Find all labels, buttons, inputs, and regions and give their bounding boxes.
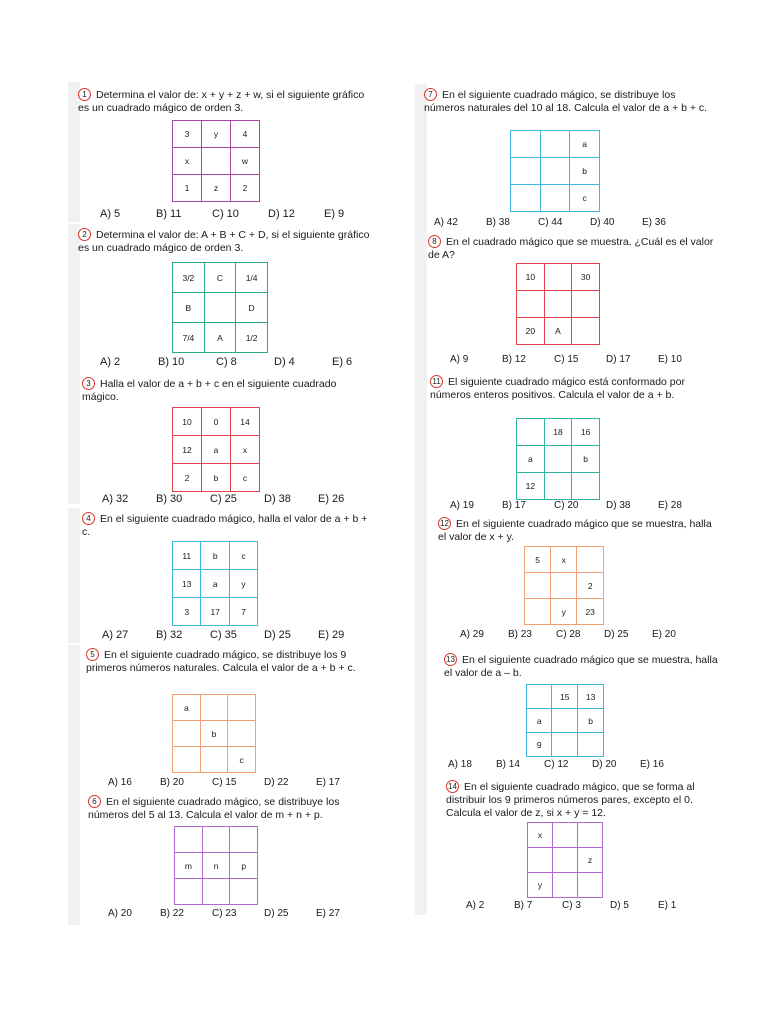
grid-cell: n — [202, 853, 230, 879]
answer-option: B) 20 — [160, 777, 184, 788]
problem-text: En el siguiente cuadrado mágico que se muestra, halla el valor de a – b. — [444, 654, 718, 679]
answer-option: D) 17 — [606, 354, 631, 365]
grid-cell — [200, 747, 228, 773]
problem-statement — [86, 648, 376, 675]
grid-cell — [228, 695, 256, 721]
answer-option: D) 12 — [268, 208, 295, 220]
problem-text: En el siguiente cuadrado mágico, se distribuye los números naturales del 10 al 18. Calcula el valor de a + b + c. — [424, 89, 708, 114]
answer-option: D) 25 — [264, 908, 289, 919]
answer-option: C) 44 — [538, 217, 563, 228]
grid-cell: A — [204, 323, 235, 353]
answer-options — [450, 500, 710, 511]
grid-cell: b — [572, 446, 600, 473]
grid-cell: 3/2 — [173, 263, 205, 293]
grid-cell — [540, 158, 570, 185]
answer-option: B) 17 — [502, 500, 526, 511]
grid-cell — [577, 823, 602, 848]
answer-option: B) 30 — [156, 493, 183, 505]
grid-cell: x — [551, 547, 577, 573]
problem-text: En el siguiente cuadrado mágico, que se forma al distribuir los 9 primeros números pares, excepto el 0. Calcula el valor de z, si x + y = 12. — [446, 781, 695, 819]
grid-cell: C — [204, 263, 235, 293]
problem-number-badge: 7 — [424, 88, 437, 101]
answer-options — [460, 629, 700, 640]
answer-option: E) 20 — [652, 629, 676, 640]
answer-option: D) 38 — [264, 493, 291, 505]
grid-cell: b — [578, 709, 604, 733]
grid-cell — [511, 131, 541, 158]
answer-option: E) 36 — [642, 217, 666, 228]
grid-cell: 10 — [173, 408, 202, 436]
answer-option: C) 12 — [544, 759, 569, 770]
grid-cell — [527, 685, 552, 709]
grid-cell: 14 — [230, 408, 259, 436]
grid-cell — [572, 318, 600, 345]
grid-cell: 12 — [517, 473, 545, 500]
grid-cell — [204, 293, 235, 323]
margin-shade — [68, 645, 80, 793]
answer-option: C) 23 — [212, 908, 237, 919]
answer-option: D) 25 — [604, 629, 629, 640]
answer-option: D) 4 — [274, 356, 295, 368]
answer-option: D) 5 — [610, 900, 629, 911]
grid-cell — [511, 158, 541, 185]
grid-cell: 2 — [230, 175, 259, 202]
grid-cell — [528, 848, 553, 873]
grid-cell — [553, 848, 578, 873]
answer-options — [100, 356, 390, 368]
answer-option: B) 22 — [160, 908, 184, 919]
answer-option: B) 11 — [156, 208, 182, 220]
grid-cell: 16 — [572, 419, 600, 446]
problem-number-badge: 14 — [446, 780, 459, 793]
grid-cell: p — [230, 853, 258, 879]
grid-cell: 17 — [201, 598, 229, 626]
problem-statement — [82, 377, 372, 404]
grid-cell — [230, 879, 258, 905]
answer-option: B) 12 — [502, 354, 526, 365]
answer-option: E) 28 — [658, 500, 682, 511]
grid-cell: 13 — [578, 685, 604, 709]
grid-cell — [517, 419, 545, 446]
grid-cell — [544, 264, 571, 291]
grid-cell: x — [528, 823, 553, 848]
problem-text: Determina el valor de: x + y + z + w, si el siguiente gráfico es un cuadrado mágico de orden 3. — [78, 89, 365, 114]
answer-option: C) 3 — [562, 900, 581, 911]
problem-number-badge: 5 — [86, 648, 99, 661]
answer-option: D) 25 — [264, 629, 291, 641]
margin-shade — [415, 230, 427, 368]
grid-cell: 0 — [202, 408, 231, 436]
magic-square-grid — [516, 263, 600, 345]
grid-cell — [525, 599, 551, 625]
answer-option: B) 38 — [486, 217, 510, 228]
grid-cell: y — [551, 599, 577, 625]
problem-statement — [446, 780, 726, 820]
answer-option: B) 10 — [158, 356, 185, 368]
grid-cell — [200, 695, 228, 721]
answer-option: C) 20 — [554, 500, 579, 511]
grid-cell: c — [229, 542, 257, 570]
answer-option: A) 9 — [450, 354, 469, 365]
grid-cell: 4 — [230, 121, 259, 148]
answer-options — [466, 900, 706, 911]
magic-square-grid — [172, 120, 260, 202]
margin-shade — [415, 648, 427, 778]
answer-option: B) 23 — [508, 629, 532, 640]
grid-cell: D — [236, 293, 268, 323]
margin-shade — [68, 790, 80, 925]
grid-cell: a — [201, 570, 229, 598]
grid-cell: b — [201, 542, 229, 570]
problem-number-badge: 2 — [78, 228, 91, 241]
grid-cell — [175, 827, 203, 853]
answer-option: D) 40 — [590, 217, 615, 228]
answer-option: B) 7 — [514, 900, 533, 911]
problem-text: En el siguiente cuadrado mágico, se distribuye los números del 5 al 13. Calcula el valor de m + n + p. — [88, 796, 340, 821]
answer-option: C) 15 — [554, 354, 579, 365]
grid-cell — [230, 827, 258, 853]
grid-cell — [525, 573, 551, 599]
problem-number-badge: 8 — [428, 235, 441, 248]
answer-option: A) 16 — [108, 777, 132, 788]
grid-cell — [173, 721, 201, 747]
answer-options — [108, 908, 368, 919]
grid-cell: a — [202, 436, 231, 464]
answer-option: A) 20 — [108, 908, 132, 919]
grid-cell — [572, 291, 600, 318]
answer-option: C) 35 — [210, 629, 237, 641]
margin-shade — [68, 374, 80, 504]
answer-option: C) 8 — [216, 356, 237, 368]
answer-option: E) 9 — [324, 208, 345, 220]
grid-cell: 10 — [517, 264, 545, 291]
answer-option: E) 10 — [658, 354, 682, 365]
grid-cell: 18 — [544, 419, 572, 446]
grid-cell — [552, 709, 578, 733]
problem-text: Determina el valor de: A + B + C + D, si el siguiente gráfico es un cuadrado mágico de orden 3. — [78, 229, 370, 254]
problem-text: En el siguiente cuadrado mágico, halla el valor de a + b + c. — [82, 513, 368, 538]
grid-cell — [572, 473, 600, 500]
grid-cell: a — [527, 709, 552, 733]
problem-number-badge: 13 — [444, 653, 457, 666]
magic-square-grid — [172, 262, 268, 353]
grid-cell: x — [173, 148, 202, 175]
answer-options — [102, 493, 372, 505]
magic-square-grid — [172, 694, 256, 773]
grid-cell — [202, 827, 230, 853]
magic-square-grid — [526, 684, 604, 757]
grid-cell: a — [517, 446, 545, 473]
problem-number-badge: 11 — [430, 375, 443, 388]
answer-option: D) 38 — [606, 500, 631, 511]
magic-square-grid — [524, 546, 604, 625]
grid-cell: 1/2 — [236, 323, 268, 353]
grid-cell: c — [228, 747, 256, 773]
answer-option: A) 2 — [466, 900, 485, 911]
grid-cell: z — [201, 175, 230, 202]
grid-cell: 2 — [173, 464, 202, 492]
grid-cell: y — [528, 873, 553, 898]
answer-option: B) 14 — [496, 759, 520, 770]
grid-cell: A — [544, 318, 571, 345]
grid-cell: 11 — [173, 542, 201, 570]
margin-shade — [415, 512, 427, 652]
problem-text: El siguiente cuadrado mágico está conformado por números enteros positivos. Calcula el valor de a + b. — [430, 376, 685, 401]
answer-options — [434, 217, 694, 228]
problem-statement — [88, 795, 368, 822]
answer-option: A) 42 — [434, 217, 458, 228]
problem-text: En el siguiente cuadrado mágico, se distribuye los 9 primeros números naturales. Calcula el valor de a + b + c. — [86, 649, 356, 674]
grid-cell: m — [175, 853, 203, 879]
answer-option: B) 32 — [156, 629, 183, 641]
answer-option: E) 16 — [640, 759, 664, 770]
grid-cell — [577, 547, 604, 573]
grid-cell: w — [230, 148, 259, 175]
problem-statement — [424, 88, 714, 115]
answer-option: E) 26 — [318, 493, 345, 505]
grid-cell: 1/4 — [236, 263, 268, 293]
problem-statement — [438, 517, 718, 544]
answer-options — [102, 629, 372, 641]
grid-cell — [201, 148, 230, 175]
grid-cell: 15 — [552, 685, 578, 709]
problem-number-badge: 12 — [438, 517, 451, 530]
grid-cell: 13 — [173, 570, 201, 598]
grid-cell — [544, 291, 571, 318]
magic-square-grid — [172, 541, 258, 626]
magic-square-grid — [174, 826, 258, 905]
answer-option: A) 18 — [448, 759, 472, 770]
problem-text: Halla el valor de a + b + c en el siguiente cuadrado mágico. — [82, 378, 337, 403]
problem-statement — [78, 88, 368, 115]
answer-option: A) 32 — [102, 493, 129, 505]
margin-shade — [68, 508, 80, 643]
grid-cell — [175, 879, 203, 905]
answer-option: C) 10 — [212, 208, 239, 220]
grid-cell — [202, 879, 230, 905]
answer-option: A) 19 — [450, 500, 474, 511]
margin-shade — [415, 368, 427, 513]
grid-cell — [511, 185, 541, 212]
answer-option: C) 15 — [212, 777, 237, 788]
grid-cell — [517, 291, 545, 318]
problem-number-badge: 4 — [82, 512, 95, 525]
magic-square-grid — [510, 130, 600, 212]
grid-cell — [553, 873, 578, 898]
problem-statement — [82, 512, 372, 539]
problem-text: En el siguiente cuadrado mágico que se muestra, halla el valor de x + y. — [438, 518, 712, 543]
grid-cell: x — [230, 436, 259, 464]
answer-options — [100, 208, 380, 220]
problem-number-badge: 1 — [78, 88, 91, 101]
grid-cell: 2 — [577, 573, 604, 599]
grid-cell: c — [230, 464, 259, 492]
problem-statement — [444, 653, 724, 680]
grid-cell: b — [200, 721, 228, 747]
answer-options — [108, 777, 368, 788]
answer-option: A) 27 — [102, 629, 129, 641]
grid-cell: 7/4 — [173, 323, 205, 353]
problem-number-badge: 3 — [82, 377, 95, 390]
grid-cell: y — [229, 570, 257, 598]
problem-text: En el cuadrado mágico que se muestra. ¿Cuál es el valor de A? — [428, 236, 714, 261]
grid-cell — [173, 747, 201, 773]
problem-statement — [428, 235, 718, 262]
grid-cell: 20 — [517, 318, 545, 345]
margin-shade — [415, 775, 427, 915]
answer-option: E) 17 — [316, 777, 340, 788]
grid-cell — [540, 185, 570, 212]
answer-option: A) 5 — [100, 208, 121, 220]
problem-statement — [430, 375, 716, 402]
magic-square-grid — [516, 418, 600, 500]
grid-cell — [544, 446, 572, 473]
grid-cell: b — [570, 158, 600, 185]
grid-cell — [578, 733, 604, 757]
magic-square-grid — [527, 822, 603, 898]
grid-cell: 7 — [229, 598, 257, 626]
grid-cell: 9 — [527, 733, 552, 757]
grid-cell — [544, 473, 572, 500]
answer-options — [448, 759, 688, 770]
answer-option: E) 6 — [332, 356, 353, 368]
answer-option: A) 29 — [460, 629, 484, 640]
answer-option: E) 29 — [318, 629, 345, 641]
grid-cell: 30 — [572, 264, 600, 291]
answer-option: D) 22 — [264, 777, 289, 788]
problem-number-badge: 6 — [88, 795, 101, 808]
answer-option: C) 25 — [210, 493, 237, 505]
grid-cell — [577, 873, 602, 898]
answer-option: E) 27 — [316, 908, 340, 919]
grid-cell: c — [570, 185, 600, 212]
answer-options — [450, 354, 710, 365]
grid-cell: 12 — [173, 436, 202, 464]
answer-option: A) 2 — [100, 356, 121, 368]
grid-cell: a — [173, 695, 201, 721]
answer-option: D) 20 — [592, 759, 617, 770]
grid-cell: 3 — [173, 598, 201, 626]
grid-cell — [551, 573, 577, 599]
problem-statement — [78, 228, 378, 255]
answer-option: C) 28 — [556, 629, 581, 640]
grid-cell: 1 — [173, 175, 202, 202]
grid-cell — [552, 733, 578, 757]
magic-square-grid — [172, 407, 260, 492]
grid-cell: 3 — [173, 121, 202, 148]
grid-cell: b — [202, 464, 231, 492]
grid-cell: 5 — [525, 547, 551, 573]
grid-cell: z — [577, 848, 602, 873]
answer-option: E) 1 — [658, 900, 677, 911]
grid-cell — [553, 823, 578, 848]
grid-cell — [540, 131, 570, 158]
grid-cell: y — [201, 121, 230, 148]
grid-cell — [228, 721, 256, 747]
grid-cell: B — [173, 293, 205, 323]
grid-cell: a — [570, 131, 600, 158]
grid-cell: 23 — [577, 599, 604, 625]
